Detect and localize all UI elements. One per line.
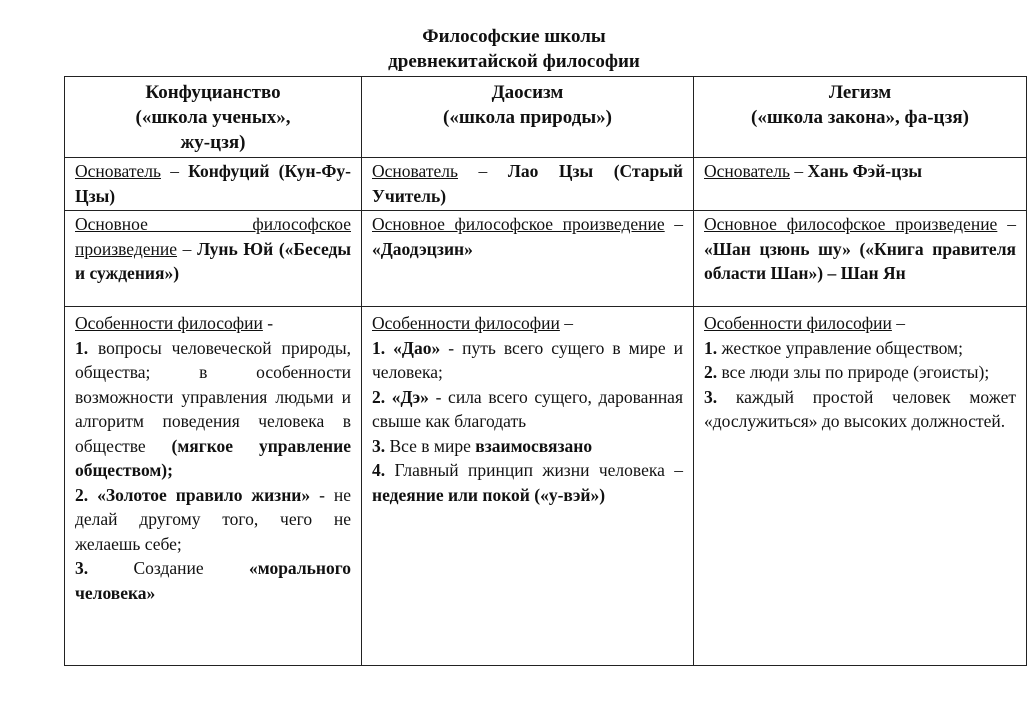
founder-row [65, 158, 1027, 211]
feature-rest: - сила всего сущего, дарованная свыше как благодать [372, 386, 684, 431]
feature-item [704, 385, 1016, 434]
features-heading [372, 311, 683, 336]
founder-cell [362, 158, 694, 211]
feature-num: 3. [75, 558, 89, 578]
feature-bold: недеяние или покой («у-вэй») [372, 484, 606, 505]
work-cell [65, 211, 362, 307]
feature-num: 1. [75, 337, 89, 358]
work-title: «Шан цзюнь шу» («Книга правителя области Шан») – Шан Ян [704, 238, 1016, 283]
work-sep: – [664, 214, 684, 234]
school-alias: («школа природы») [443, 107, 612, 128]
features-label: Особенности философии [372, 313, 560, 333]
feature-item [75, 336, 351, 483]
title-line-1: Философские школы [422, 26, 606, 47]
feature-bold: «Дэ» [391, 386, 429, 407]
header-taoism [362, 77, 694, 158]
work-title: Лунь Юй («Беседы и суждения») [75, 238, 351, 283]
feature-item [75, 556, 351, 605]
founder-label: Основатель [704, 161, 790, 181]
features-heading [75, 311, 351, 336]
school-name: Даосизм [491, 82, 564, 103]
work-sep: – [177, 238, 198, 259]
feature-bold: взаимосвязано [475, 435, 593, 456]
founder-sep: – [458, 161, 508, 181]
feature-text: жесткое управление обществом; [717, 337, 963, 358]
feature-text [385, 387, 392, 407]
founder-label: Основатель [372, 161, 458, 181]
feature-text [385, 338, 393, 358]
features-label: Особенности философии [75, 313, 263, 333]
founder-name: Конфуций (Кун-Фу-Цзы) [75, 161, 352, 206]
feature-num: 3. [372, 435, 386, 456]
feature-text: вопросы человеческой природы, общества; в особенности возможности управления людьми и алгоритм поведения человека в обществе [75, 337, 351, 456]
feature-bold: «Дао» [393, 337, 441, 358]
features-heading [704, 311, 1016, 336]
work-title: «Даодэцзин» [372, 238, 473, 259]
feature-item [704, 336, 1016, 361]
work-row [65, 211, 1027, 307]
header-row [65, 77, 1027, 158]
feature-text: все люди злы по природе (эгоисты); [717, 362, 990, 382]
founder-label: Основатель [75, 161, 161, 181]
feature-num: 4. [372, 460, 386, 480]
feature-text [88, 485, 97, 505]
features-cell [362, 307, 694, 666]
work-label: Основное философское произведение [75, 214, 351, 259]
feature-text: каждый простой человек может «дослужиться» до высоких должностей. [704, 386, 1016, 431]
work-sep: – [997, 214, 1016, 234]
feature-num: 2. [75, 484, 89, 505]
feature-num: 3. [704, 386, 718, 407]
page-title [0, 24, 996, 74]
title-line-2: древнекитайской философии [388, 51, 640, 72]
feature-num: 1. [704, 337, 718, 358]
feature-text: Главный принцип жизни человека – [385, 460, 683, 480]
feature-bold: «морального человека» [75, 558, 351, 603]
features-cell [65, 307, 362, 666]
school-name: Конфуцианство [145, 82, 281, 103]
founder-name: Лао Цзы (Старый Учитель) [372, 161, 683, 206]
feature-num: 2. [704, 362, 718, 382]
feature-bold: «Золотое правило жизни» [97, 484, 311, 505]
school-alias: («школа закона», фа-цзя) [751, 107, 969, 128]
feature-item [372, 336, 683, 385]
founder-cell [694, 158, 1027, 211]
feature-num: 1. [372, 337, 386, 358]
founder-sep: – [161, 161, 189, 181]
feature-item [75, 483, 351, 557]
features-label: Особенности философии [704, 313, 892, 333]
schools-table [64, 76, 1027, 666]
work-label: Основное философское произведение [372, 214, 665, 234]
school-alias: («школа ученых», [135, 107, 291, 128]
founder-sep: – [790, 161, 808, 181]
school-name: Легизм [828, 82, 892, 103]
feature-item [372, 458, 683, 507]
features-row [65, 307, 1027, 666]
feature-num: 2. [372, 386, 386, 407]
feature-text: Создание [88, 558, 249, 578]
feature-item [372, 385, 683, 434]
header-legalism [694, 77, 1027, 158]
feature-item [704, 360, 1016, 385]
header-confucianism [65, 77, 362, 158]
work-cell [362, 211, 694, 307]
feature-rest: - не делай другому того, чего не желаешь себе; [75, 484, 351, 554]
features-sep: - [262, 313, 274, 333]
features-sep: – [891, 313, 906, 333]
features-sep: – [559, 313, 574, 333]
founder-name: Хань Фэй-цзы [807, 161, 923, 181]
work-cell [694, 211, 1027, 307]
work-label: Основное философское произведение [704, 214, 998, 234]
founder-cell [65, 158, 362, 211]
feature-rest: - путь всего сущего в мире и человека; [372, 337, 683, 382]
school-alias-2: жу-цзя) [180, 132, 246, 153]
feature-bold: (мягкое управление обществом); [75, 435, 351, 480]
feature-text: Все в мире [385, 435, 476, 456]
feature-item [372, 434, 683, 459]
features-cell [694, 307, 1027, 666]
